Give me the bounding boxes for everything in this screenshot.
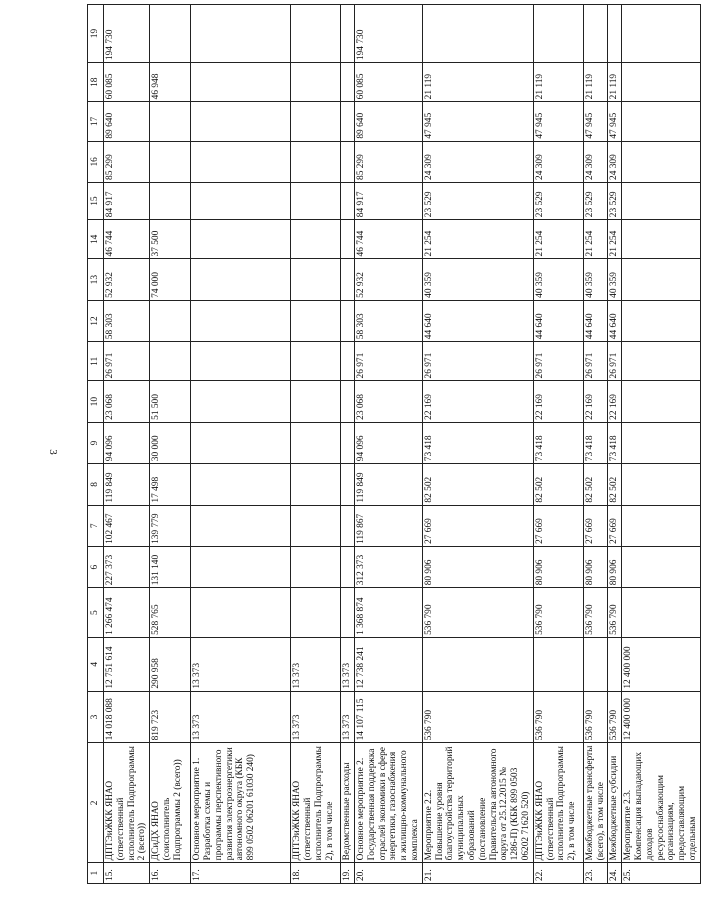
value-cell — [341, 342, 355, 381]
value-cell — [291, 342, 341, 381]
table-row — [104, 5, 150, 884]
row-number-cell: 15. — [104, 863, 150, 884]
value-cell — [622, 5, 701, 63]
value-cell — [291, 141, 341, 182]
value-cell: 14 018 088 — [104, 691, 150, 743]
row-number-cell: 25. — [622, 863, 701, 884]
value-cell — [533, 637, 583, 691]
value-cell: 46 948 — [150, 63, 191, 102]
value-cell — [341, 422, 355, 463]
value-cell: 47 945 — [583, 102, 608, 141]
value-cell: 21 254 — [533, 220, 583, 259]
page-number: 3 — [47, 449, 59, 455]
value-cell — [291, 546, 341, 587]
row-number-cell: 16. — [150, 863, 191, 884]
value-cell — [622, 588, 701, 638]
value-cell — [341, 505, 355, 546]
value-cell: 23 068 — [354, 381, 422, 422]
value-cell — [341, 464, 355, 505]
value-cell: 82 502 — [422, 464, 533, 505]
header-cell: 6 — [88, 546, 104, 587]
header-cell: 11 — [88, 342, 104, 381]
value-cell — [191, 300, 291, 341]
value-cell: 26 971 — [583, 342, 608, 381]
value-cell: 84 917 — [104, 182, 150, 219]
header-cell: 19 — [88, 5, 104, 63]
value-cell: 94 096 — [104, 422, 150, 463]
value-cell: 21 119 — [422, 63, 533, 102]
header-cell: 13 — [88, 259, 104, 300]
value-cell: 73 418 — [422, 422, 533, 463]
value-cell: 194 730 — [354, 5, 422, 63]
value-cell — [341, 141, 355, 182]
value-cell — [622, 546, 701, 587]
value-cell: 13 373 — [341, 637, 355, 691]
value-cell — [583, 5, 608, 63]
value-cell: 73 418 — [533, 422, 583, 463]
value-cell — [291, 220, 341, 259]
value-cell: 26 971 — [422, 342, 533, 381]
value-cell: 73 418 — [608, 422, 622, 463]
header-cell: 4 — [88, 637, 104, 691]
value-cell — [291, 5, 341, 63]
value-cell: 23 068 — [104, 381, 150, 422]
header-row — [88, 5, 104, 884]
value-cell — [150, 102, 191, 141]
value-cell: 536 790 — [422, 691, 533, 743]
value-cell: 13 373 — [191, 691, 291, 743]
header-cell: 10 — [88, 381, 104, 422]
value-cell: 26 971 — [104, 342, 150, 381]
value-cell: 536 790 — [583, 588, 608, 638]
value-cell: 536 790 — [608, 588, 622, 638]
value-cell — [622, 220, 701, 259]
value-cell — [341, 588, 355, 638]
value-cell: 12 400 000 — [622, 691, 701, 743]
table-row — [191, 5, 291, 884]
value-cell: 27 669 — [583, 505, 608, 546]
value-cell: 23 529 — [583, 182, 608, 219]
value-cell: 12 751 614 — [104, 637, 150, 691]
value-cell: 119 849 — [354, 464, 422, 505]
value-cell: 21 119 — [533, 63, 583, 102]
value-cell — [422, 637, 533, 691]
value-cell — [341, 381, 355, 422]
table-row — [422, 5, 533, 884]
value-cell: 290 958 — [150, 637, 191, 691]
value-cell — [191, 5, 291, 63]
value-cell: 51 500 — [150, 381, 191, 422]
value-cell: 24 309 — [422, 141, 533, 182]
value-cell: 82 502 — [608, 464, 622, 505]
value-cell — [341, 5, 355, 63]
value-cell: 40 359 — [583, 259, 608, 300]
value-cell: 94 096 — [354, 422, 422, 463]
value-cell: 44 640 — [608, 300, 622, 341]
value-cell: 13 373 — [291, 691, 341, 743]
value-cell: 60 085 — [354, 63, 422, 102]
table-row — [622, 5, 701, 884]
row-label-cell: ДПТЭиЖКК ЯНАО (ответственный исполнитель Подпрограммы 2), в том числе — [533, 743, 583, 863]
value-cell: 1 266 474 — [104, 588, 150, 638]
value-cell: 22 169 — [608, 381, 622, 422]
value-cell: 47 945 — [533, 102, 583, 141]
value-cell: 80 906 — [422, 546, 533, 587]
value-cell: 84 917 — [354, 182, 422, 219]
row-number-cell: 24. — [608, 863, 622, 884]
value-cell — [608, 637, 622, 691]
value-cell: 58 303 — [104, 300, 150, 341]
header-cell: 12 — [88, 300, 104, 341]
value-cell — [291, 63, 341, 102]
value-cell: 30 000 — [150, 422, 191, 463]
value-cell: 85 299 — [354, 141, 422, 182]
value-cell — [191, 182, 291, 219]
row-label-cell: ДПТЭиЖКК ЯНАО (ответственный исполнитель Подпрограммы 2 (всего)) — [104, 743, 150, 863]
budget-table — [87, 4, 701, 884]
value-cell: 13 373 — [191, 637, 291, 691]
header-cell: 8 — [88, 464, 104, 505]
value-cell: 80 906 — [533, 546, 583, 587]
value-cell: 21 254 — [608, 220, 622, 259]
value-cell: 27 669 — [422, 505, 533, 546]
value-cell — [150, 300, 191, 341]
rotated-page — [87, 4, 698, 884]
value-cell: 44 640 — [583, 300, 608, 341]
value-cell — [422, 5, 533, 63]
header-cell: 14 — [88, 220, 104, 259]
value-cell — [191, 464, 291, 505]
value-cell — [622, 102, 701, 141]
value-cell: 536 790 — [583, 691, 608, 743]
value-cell: 52 932 — [104, 259, 150, 300]
value-cell — [150, 141, 191, 182]
value-cell: 23 529 — [422, 182, 533, 219]
value-cell — [622, 300, 701, 341]
row-label-cell: ДСиДХ ЯНАО (соисполнитель Подпрограммы 2 (всего)) — [150, 743, 191, 863]
row-number-cell: 22. — [533, 863, 583, 884]
value-cell: 22 169 — [422, 381, 533, 422]
header-cell: 17 — [88, 102, 104, 141]
value-cell: 13 373 — [341, 691, 355, 743]
header-cell: 9 — [88, 422, 104, 463]
value-cell: 73 418 — [583, 422, 608, 463]
value-cell: 89 640 — [354, 102, 422, 141]
row-number-cell: 18. — [291, 863, 341, 884]
value-cell: 13 373 — [291, 637, 341, 691]
value-cell — [622, 342, 701, 381]
value-cell: 46 744 — [354, 220, 422, 259]
value-cell: 23 529 — [608, 182, 622, 219]
value-cell: 24 309 — [608, 141, 622, 182]
value-cell: 194 730 — [104, 5, 150, 63]
value-cell — [341, 63, 355, 102]
value-cell: 22 169 — [533, 381, 583, 422]
value-cell: 102 467 — [104, 505, 150, 546]
value-cell — [191, 63, 291, 102]
value-cell — [191, 546, 291, 587]
table-row — [533, 5, 583, 884]
value-cell: 47 945 — [608, 102, 622, 141]
value-cell — [191, 422, 291, 463]
row-number-cell: 17. — [191, 863, 291, 884]
row-number-cell: 20. — [354, 863, 422, 884]
value-cell — [150, 5, 191, 63]
value-cell: 80 906 — [583, 546, 608, 587]
value-cell — [191, 505, 291, 546]
value-cell — [291, 381, 341, 422]
value-cell: 227 373 — [104, 546, 150, 587]
row-label-cell: Мероприятие 2.2. Повышение уровня благоустройства территорий муниципальных образований (постановление Правительства автономного округа от 25.12.2015 № 1286-П) (КБК 899 0503 06202 71620 520) — [422, 743, 533, 863]
table-row — [608, 5, 622, 884]
header-cell: 5 — [88, 588, 104, 638]
value-cell: 27 669 — [608, 505, 622, 546]
value-cell — [291, 259, 341, 300]
header-cell: 2 — [88, 743, 104, 863]
value-cell: 44 640 — [533, 300, 583, 341]
value-cell — [622, 464, 701, 505]
value-cell — [191, 102, 291, 141]
value-cell — [622, 63, 701, 102]
value-cell — [291, 464, 341, 505]
value-cell — [291, 102, 341, 141]
value-cell: 119 867 — [354, 505, 422, 546]
value-cell: 27 669 — [533, 505, 583, 546]
value-cell — [341, 182, 355, 219]
header-cell: 18 — [88, 63, 104, 102]
value-cell: 819 723 — [150, 691, 191, 743]
row-label-cell: Основное мероприятие 2. Государственная поддержка отраслей экономики в сфере энергетики, газоснабжения и жилищно-коммунального комплекса — [354, 743, 422, 863]
value-cell: 119 849 — [104, 464, 150, 505]
value-cell — [533, 5, 583, 63]
value-cell — [291, 505, 341, 546]
row-number-cell: 23. — [583, 863, 608, 884]
value-cell: 536 790 — [533, 691, 583, 743]
value-cell — [622, 505, 701, 546]
value-cell — [291, 300, 341, 341]
row-label-cell: Ведомственные расходы — [341, 743, 355, 863]
value-cell — [341, 259, 355, 300]
value-cell: 12 400 000 — [622, 637, 701, 691]
header-cell: 1 — [88, 863, 104, 884]
value-cell — [191, 588, 291, 638]
value-cell: 40 359 — [533, 259, 583, 300]
value-cell — [150, 342, 191, 381]
value-cell: 1 368 874 — [354, 588, 422, 638]
value-cell: 528 765 — [150, 588, 191, 638]
value-cell — [191, 220, 291, 259]
value-cell: 21 254 — [422, 220, 533, 259]
table-row — [150, 5, 191, 884]
header-cell: 16 — [88, 141, 104, 182]
value-cell: 23 529 — [533, 182, 583, 219]
table-row — [583, 5, 608, 884]
row-label-cell: Основное мероприятие 1. Разработка схемы и программы перспективного развития электроэнергетики автономного округа (КБК 899 0502 06201 61030 240) — [191, 743, 291, 863]
value-cell: 82 502 — [583, 464, 608, 505]
table-row — [341, 5, 355, 884]
value-cell: 58 303 — [354, 300, 422, 341]
value-cell: 37 500 — [150, 220, 191, 259]
value-cell — [341, 220, 355, 259]
value-cell: 21 254 — [583, 220, 608, 259]
row-number-cell: 21. — [422, 863, 533, 884]
value-cell: 26 971 — [354, 342, 422, 381]
value-cell: 536 790 — [422, 588, 533, 638]
value-cell: 44 640 — [422, 300, 533, 341]
value-cell: 536 790 — [533, 588, 583, 638]
value-cell: 21 119 — [608, 63, 622, 102]
value-cell: 24 309 — [533, 141, 583, 182]
value-cell: 17 498 — [150, 464, 191, 505]
value-cell — [622, 422, 701, 463]
value-cell — [583, 637, 608, 691]
value-cell: 24 309 — [583, 141, 608, 182]
value-cell — [622, 182, 701, 219]
value-cell — [341, 300, 355, 341]
value-cell — [291, 422, 341, 463]
value-cell: 26 971 — [533, 342, 583, 381]
value-cell: 536 790 — [608, 691, 622, 743]
value-cell: 40 359 — [608, 259, 622, 300]
value-cell: 312 373 — [354, 546, 422, 587]
table-row — [354, 5, 422, 884]
value-cell — [341, 546, 355, 587]
value-cell: 82 502 — [533, 464, 583, 505]
value-cell: 52 932 — [354, 259, 422, 300]
row-label-cell: Мероприятие 2.3. Компенсация выпадающих доходов ресурсоснабжающим организациям, предоставляющим отдельным — [622, 743, 701, 863]
value-cell — [291, 588, 341, 638]
value-cell: 46 744 — [104, 220, 150, 259]
value-cell — [150, 182, 191, 219]
value-cell — [608, 5, 622, 63]
row-number-cell: 19. — [341, 863, 355, 884]
value-cell — [622, 259, 701, 300]
table-row — [291, 5, 341, 884]
value-cell — [622, 141, 701, 182]
value-cell: 85 299 — [104, 141, 150, 182]
value-cell: 60 085 — [104, 63, 150, 102]
value-cell — [341, 102, 355, 141]
value-cell — [191, 259, 291, 300]
value-cell — [191, 381, 291, 422]
row-label-cell: Межбюджетные трансферты (всего), в том числе — [583, 743, 608, 863]
row-label-cell: Межбюджетные субсидии — [608, 743, 622, 863]
value-cell: 131 140 — [150, 546, 191, 587]
header-cell: 7 — [88, 505, 104, 546]
header-cell: 3 — [88, 691, 104, 743]
value-cell — [191, 342, 291, 381]
header-cell: 15 — [88, 182, 104, 219]
value-cell — [622, 381, 701, 422]
value-cell: 139 779 — [150, 505, 191, 546]
value-cell — [191, 141, 291, 182]
value-cell: 14 107 115 — [354, 691, 422, 743]
value-cell: 74 000 — [150, 259, 191, 300]
value-cell: 40 359 — [422, 259, 533, 300]
value-cell: 80 906 — [608, 546, 622, 587]
value-cell: 21 119 — [583, 63, 608, 102]
value-cell: 89 640 — [104, 102, 150, 141]
value-cell: 47 945 — [422, 102, 533, 141]
value-cell: 12 738 241 — [354, 637, 422, 691]
value-cell: 22 169 — [583, 381, 608, 422]
row-label-cell: ДПТЭиЖКК ЯНАО (ответственный исполнитель Подпрограммы 2), в том числе — [291, 743, 341, 863]
value-cell — [291, 182, 341, 219]
value-cell: 26 971 — [608, 342, 622, 381]
